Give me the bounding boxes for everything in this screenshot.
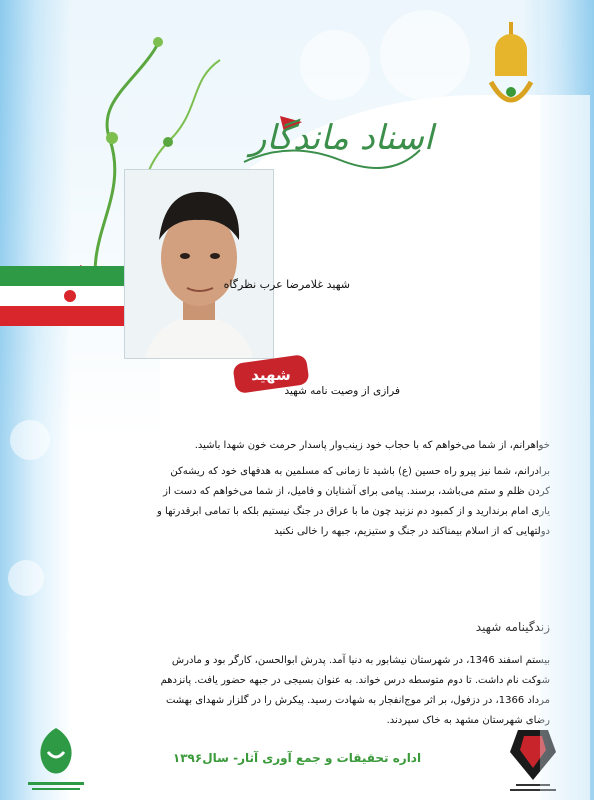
page-title: اسناد ماندگار [250,118,434,158]
badge-label: شهید [251,366,291,384]
decor-circle [8,560,44,596]
will-heading: فرازی از وصیت نامه شهید [284,385,400,397]
decor-circle [10,420,50,460]
martyr-name: شهید غلامرضا عرب نظرگاه [223,278,350,291]
will-paragraph-2: برادرانم، شما نیز پیرو راه حسین (ع) باشید تا زمانی که مسلمین به هدفهای خود که ریشه‌کن کردن ظلم و ستم می‌باشد، برسند. پیامی برای آشنایان و فامیل، از شما می‌خواهم که دست از یاری امام برندارید و از کمبود دم نزنید چون ما با عراق در جنگ نیستیم بلکه با تمامی ابرقدرتها و دولتهایی که از اسلام بیمناکند در جنگ و ستیزیم، جبهه را خالی نکنید [157,466,550,537]
martyr-photo [124,169,274,359]
decor-circle [380,10,470,100]
biography-text: بیستم اسفند 1346، در شهرستان نیشابور به دنیا آمد. پدرش ابوالحسن، کارگر بود و مادرش شوکت نام داشت. تا دوم متوسطه درس خواند. به عنوان بسیجی در جبهه حضور یافت. پانزدهم مرداد 1366، در دزفول، بر اثر موج‌انفجار به شهادت رسید. پیکرش را در گلزار شهدای بهشت رضای شهرستان مشهد به خاک سپردند. [160,655,550,726]
biography-heading: زندگینامه شهید [475,620,550,634]
footer-text: اداره تحقیقات و جمع آوری آثار- سال۱۳۹۶ [172,751,422,765]
will-paragraph-1: خواهرانم، از شما می‌خواهم که با حجاب خود زینب‌وار پاسدار حرمت خون شهدا باشید. [194,440,550,451]
iran-flag-icon [0,266,130,326]
decor-circle [300,30,370,100]
right-border [540,0,594,800]
shrine-dome-icon [487,22,535,114]
